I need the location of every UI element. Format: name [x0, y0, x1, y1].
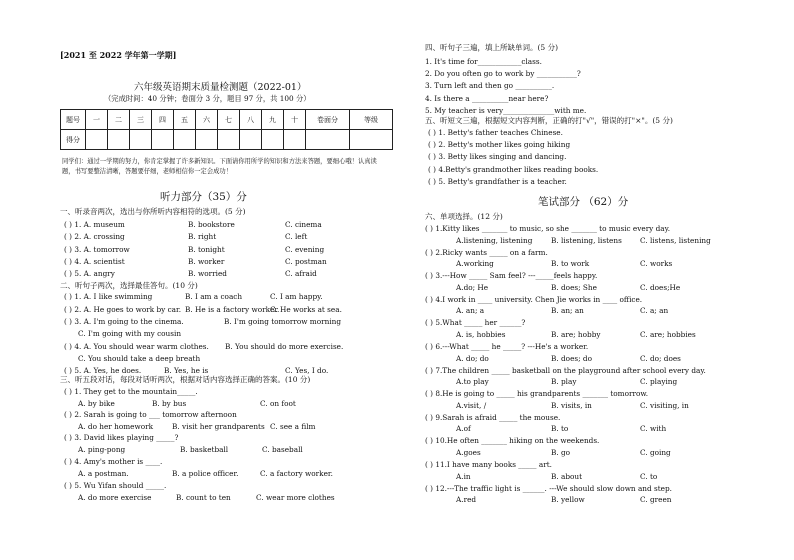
option-c: C. going: [640, 447, 671, 457]
option-b: B. Yes, he is: [164, 366, 209, 375]
option-a: A.listening, listening: [456, 235, 533, 245]
question-line: ( ) 4. Amy's mother is ____.: [64, 457, 163, 466]
option-c: C. He works at sea.: [270, 305, 342, 314]
fill-in-line: 2. Do you often go to work by ___________?: [425, 69, 581, 79]
option-c: C. see a film: [270, 422, 316, 431]
score-cell: 题号: [61, 110, 86, 130]
option-b: B. about: [551, 471, 583, 481]
score-cell: 九: [262, 110, 284, 130]
option-b: B. yellow: [551, 495, 585, 505]
option-b: B. basketball: [180, 445, 229, 454]
option-b: B. go: [551, 447, 571, 457]
option-c: C. works: [640, 259, 673, 269]
option-a: A. do more exercise: [78, 493, 152, 502]
listening-heading: 听力部分（35）分: [160, 191, 247, 203]
question-line: ( ) 8.He is going to _____ his grandparents _______ tomorrow.: [425, 389, 649, 399]
option-c: C. on foot: [260, 399, 296, 408]
score-blank[interactable]: [262, 130, 284, 150]
answer-line: C. I'm going with my cousin: [78, 329, 182, 338]
score-row-label: 得分: [61, 130, 86, 150]
option-b: B. to work: [551, 259, 590, 269]
answer-line: C. You should take a deep breath: [78, 354, 201, 363]
option-c: C. to: [640, 471, 658, 481]
fill-in-line: 5. My teacher is very______________with me.: [425, 105, 587, 115]
option-a: A. do; do: [456, 353, 489, 363]
option-c: C. cinema: [285, 220, 322, 229]
option-a: A. do her homework: [78, 422, 153, 431]
option-b: B. are; hobby: [551, 329, 601, 339]
writing-heading: 笔试部分 （62）分: [538, 196, 629, 208]
exam-title: 六年级英语期末质量检测题（2022-01）: [134, 82, 307, 93]
exam-subtitle: （完成时间：40 分钟；卷面分 3 分，题目 97 分，共 100 分）: [104, 94, 311, 103]
question-line: ( ) 7.The children _____ basketball on the playground after school every day.: [425, 365, 706, 375]
score-cell: 十: [284, 110, 306, 130]
option-a: A.working: [456, 259, 494, 269]
true-false-line: ( ) 3. Betty likes singing and dancing.: [428, 152, 567, 162]
option-b: B. does; She: [551, 282, 597, 292]
section-5-heading: 五、听短文三遍，根据短文内容判断，正确的打"√"，错误的打"×"。(5 分): [425, 116, 673, 125]
option-b: B. to: [551, 424, 569, 434]
question-line: ( ) 4.I work in ____ university. Chen Jie works in ____ office.: [425, 294, 643, 304]
option-b: B. right: [188, 232, 217, 242]
option-b: B. an; an: [551, 306, 584, 316]
question-line: ( ) 10.He often _______ hiking on the weekends.: [425, 436, 600, 446]
option-c: C. postman: [285, 256, 327, 266]
score-cell: 八: [240, 110, 262, 130]
option-b: B. visit her grandparents: [172, 422, 265, 431]
score-table: [60, 109, 393, 150]
score-cell: 六: [196, 110, 218, 130]
question-line: ( ) 6.---What _____ he _____? ---He's a worker.: [425, 342, 589, 351]
encouragement-note: 同学们：通过一学期的努力，你肯定掌握了许多新知识。下面请你用所学的知识和方法来答题，要细心哦！认真读题，书写要整洁清晰，答题要仔细，老师相信你一定会成功！: [62, 158, 377, 175]
answer-line: ( ) 1. A. I like swimming: [64, 292, 153, 301]
answer-line: ( ) 5. A. Yes, he does.: [64, 366, 142, 375]
option-c: C. playing: [640, 377, 678, 387]
score-blank[interactable]: [284, 130, 306, 150]
term-label: [2021 至 2022 学年第一学期]: [60, 50, 177, 60]
question-line: ( ) 9.Sarah is afraid _____ the mouse.: [425, 412, 561, 422]
option-a: A. ping-pong: [78, 445, 126, 454]
option-b: B. does; do: [551, 353, 592, 363]
score-blank[interactable]: [196, 130, 218, 150]
score-cell: 五: [174, 110, 196, 130]
option-a: ( ) 2. A. crossing: [64, 232, 125, 242]
option-c: C. listens, listening: [640, 235, 711, 245]
score-cell: 二: [108, 110, 130, 130]
option-c: C. visiting, in: [640, 400, 689, 410]
section-1-heading: 一、听录音两次，选出与你所听内容相符的选项。(5 分): [60, 207, 246, 216]
section-6-heading: 六、单项选择。(12 分): [425, 212, 503, 221]
score-cell: 七: [218, 110, 240, 130]
option-b: B. visits, in: [551, 400, 592, 410]
option-c: C. evening: [285, 244, 325, 254]
option-c: C. do; does: [640, 353, 681, 363]
option-c: C. Yes, I do.: [285, 366, 329, 375]
score-blank[interactable]: [350, 130, 393, 150]
option-a: ( ) 4. A. scientist: [64, 256, 125, 266]
option-a: ( ) 1. A. museum: [64, 220, 125, 229]
score-header-row: [61, 110, 393, 130]
option-c: C. afraid: [285, 269, 317, 279]
option-b: B. You should do more exercise.: [225, 342, 344, 351]
question-line: ( ) 2.Ricky wants _____ on a farm.: [425, 247, 548, 257]
score-blank[interactable]: [152, 130, 174, 150]
fill-in-line: 3. Turn left and then go __________.: [425, 81, 555, 91]
option-c: C. a factory worker.: [260, 469, 333, 478]
option-b: B. listening, listens: [551, 235, 622, 245]
score-blank[interactable]: [130, 130, 152, 150]
option-b: B. I am a coach: [185, 292, 243, 301]
option-c: C. left: [285, 232, 308, 242]
score-blank[interactable]: [174, 130, 196, 150]
option-c: C. green: [640, 495, 672, 505]
section-3-heading: 三、听五段对话，每段对话听两次，根据对话内容选择正确的答案。(10 分): [60, 375, 311, 384]
option-a: A.of: [456, 424, 471, 434]
option-b: B. by bus: [152, 399, 187, 408]
true-false-line: ( ) 1. Betty's father teaches Chinese.: [428, 128, 563, 137]
true-false-line: ( ) 4.Betty's grandmother likes reading books.: [428, 164, 599, 174]
option-a: A.do; He: [456, 282, 489, 292]
option-a: A.goes: [456, 447, 481, 457]
option-a: ( ) 3. A. tomorrow: [64, 244, 130, 254]
option-a: A. by bike: [78, 399, 115, 408]
score-blank[interactable]: [86, 130, 108, 150]
option-b: B. bookstore: [188, 220, 235, 229]
option-a: A.to play: [456, 377, 489, 387]
score-blank[interactable]: [240, 130, 262, 150]
option-a: A. a postman.: [78, 469, 129, 478]
option-c: C. are; hobbies: [640, 329, 696, 339]
option-b: B. worker: [188, 256, 225, 266]
score-cell: 一: [86, 110, 108, 130]
score-blank[interactable]: [218, 130, 240, 150]
true-false-line: ( ) 5. Betty's grandfather is a teacher.: [428, 176, 567, 186]
option-a: A. is, hobbies: [456, 329, 506, 339]
score-cell: 等级: [350, 110, 393, 130]
option-b: B. tonight: [188, 244, 225, 254]
score-cell: 四: [152, 110, 174, 130]
question-line: ( ) 3.---How _____ Sam feel? ---_____feels happy.: [425, 271, 598, 281]
answer-line: ( ) 2. A. He goes to work by car.: [64, 305, 182, 314]
question-line: ( ) 5.What _____ her ______?: [425, 318, 526, 328]
option-c: C. a; an: [640, 306, 669, 316]
option-b: B. worried: [188, 269, 227, 279]
question-line: ( ) 1.Kitty likes _______ to music, so she _______ to music every day.: [425, 224, 671, 233]
option-b: B. play: [551, 377, 577, 387]
true-false-line: ( ) 2. Betty's mother likes going hiking: [428, 140, 571, 150]
option-c: C. I am happy.: [270, 292, 323, 301]
option-a: A.in: [456, 471, 471, 481]
option-a: A. an; a: [456, 306, 485, 316]
section-2-heading: 二、听句子两次，选择最佳答句。(10 分): [60, 281, 198, 290]
option-a: A.red: [456, 495, 477, 505]
score-blank[interactable]: [108, 130, 130, 150]
answer-line: ( ) 3. A. I'm going to the cinema.: [64, 317, 184, 326]
score-cell: 卷面分: [306, 110, 350, 130]
option-c: C. wear more clothes: [256, 493, 335, 502]
fill-in-line: 1. It's time for____________class.: [425, 57, 542, 66]
score-input-row: [61, 130, 393, 150]
option-b: B. I'm going tomorrow morning: [224, 317, 341, 326]
option-b: B. He is a factory worker.: [185, 305, 280, 314]
score-cell: 三: [130, 110, 152, 130]
answer-line: ( ) 4. A. You should wear warm clothes.: [64, 342, 209, 351]
question-line: ( ) 5. Wu Yifan should _____.: [64, 481, 167, 490]
fill-in-line: 4. Is there a __________near here?: [425, 93, 549, 103]
option-b: B. count to ten: [176, 493, 231, 502]
score-blank[interactable]: [306, 130, 350, 150]
question-line: ( ) 11.I have many books _____ art.: [425, 460, 552, 469]
question-line: ( ) 12.---The traffic light is ______. ---We should slow down and step.: [425, 483, 672, 493]
option-c: C. with: [640, 424, 667, 434]
option-a: A.visit, /: [456, 400, 487, 410]
option-b: B. a police officer.: [172, 469, 239, 478]
question-line: ( ) 3. David likes playing _____?: [64, 433, 179, 442]
option-c: C. baseball: [262, 445, 303, 454]
section-4-heading: 四、听句子三遍，填上所缺单词。(5 分): [425, 43, 559, 52]
option-a: ( ) 5. A. angry: [64, 269, 115, 279]
question-line: ( ) 1. They get to the mountain_____.: [64, 387, 198, 396]
option-c: C. does;He: [640, 282, 681, 292]
question-line: ( ) 2. Sarah is going to ___ tomorrow afternoon: [64, 410, 237, 419]
